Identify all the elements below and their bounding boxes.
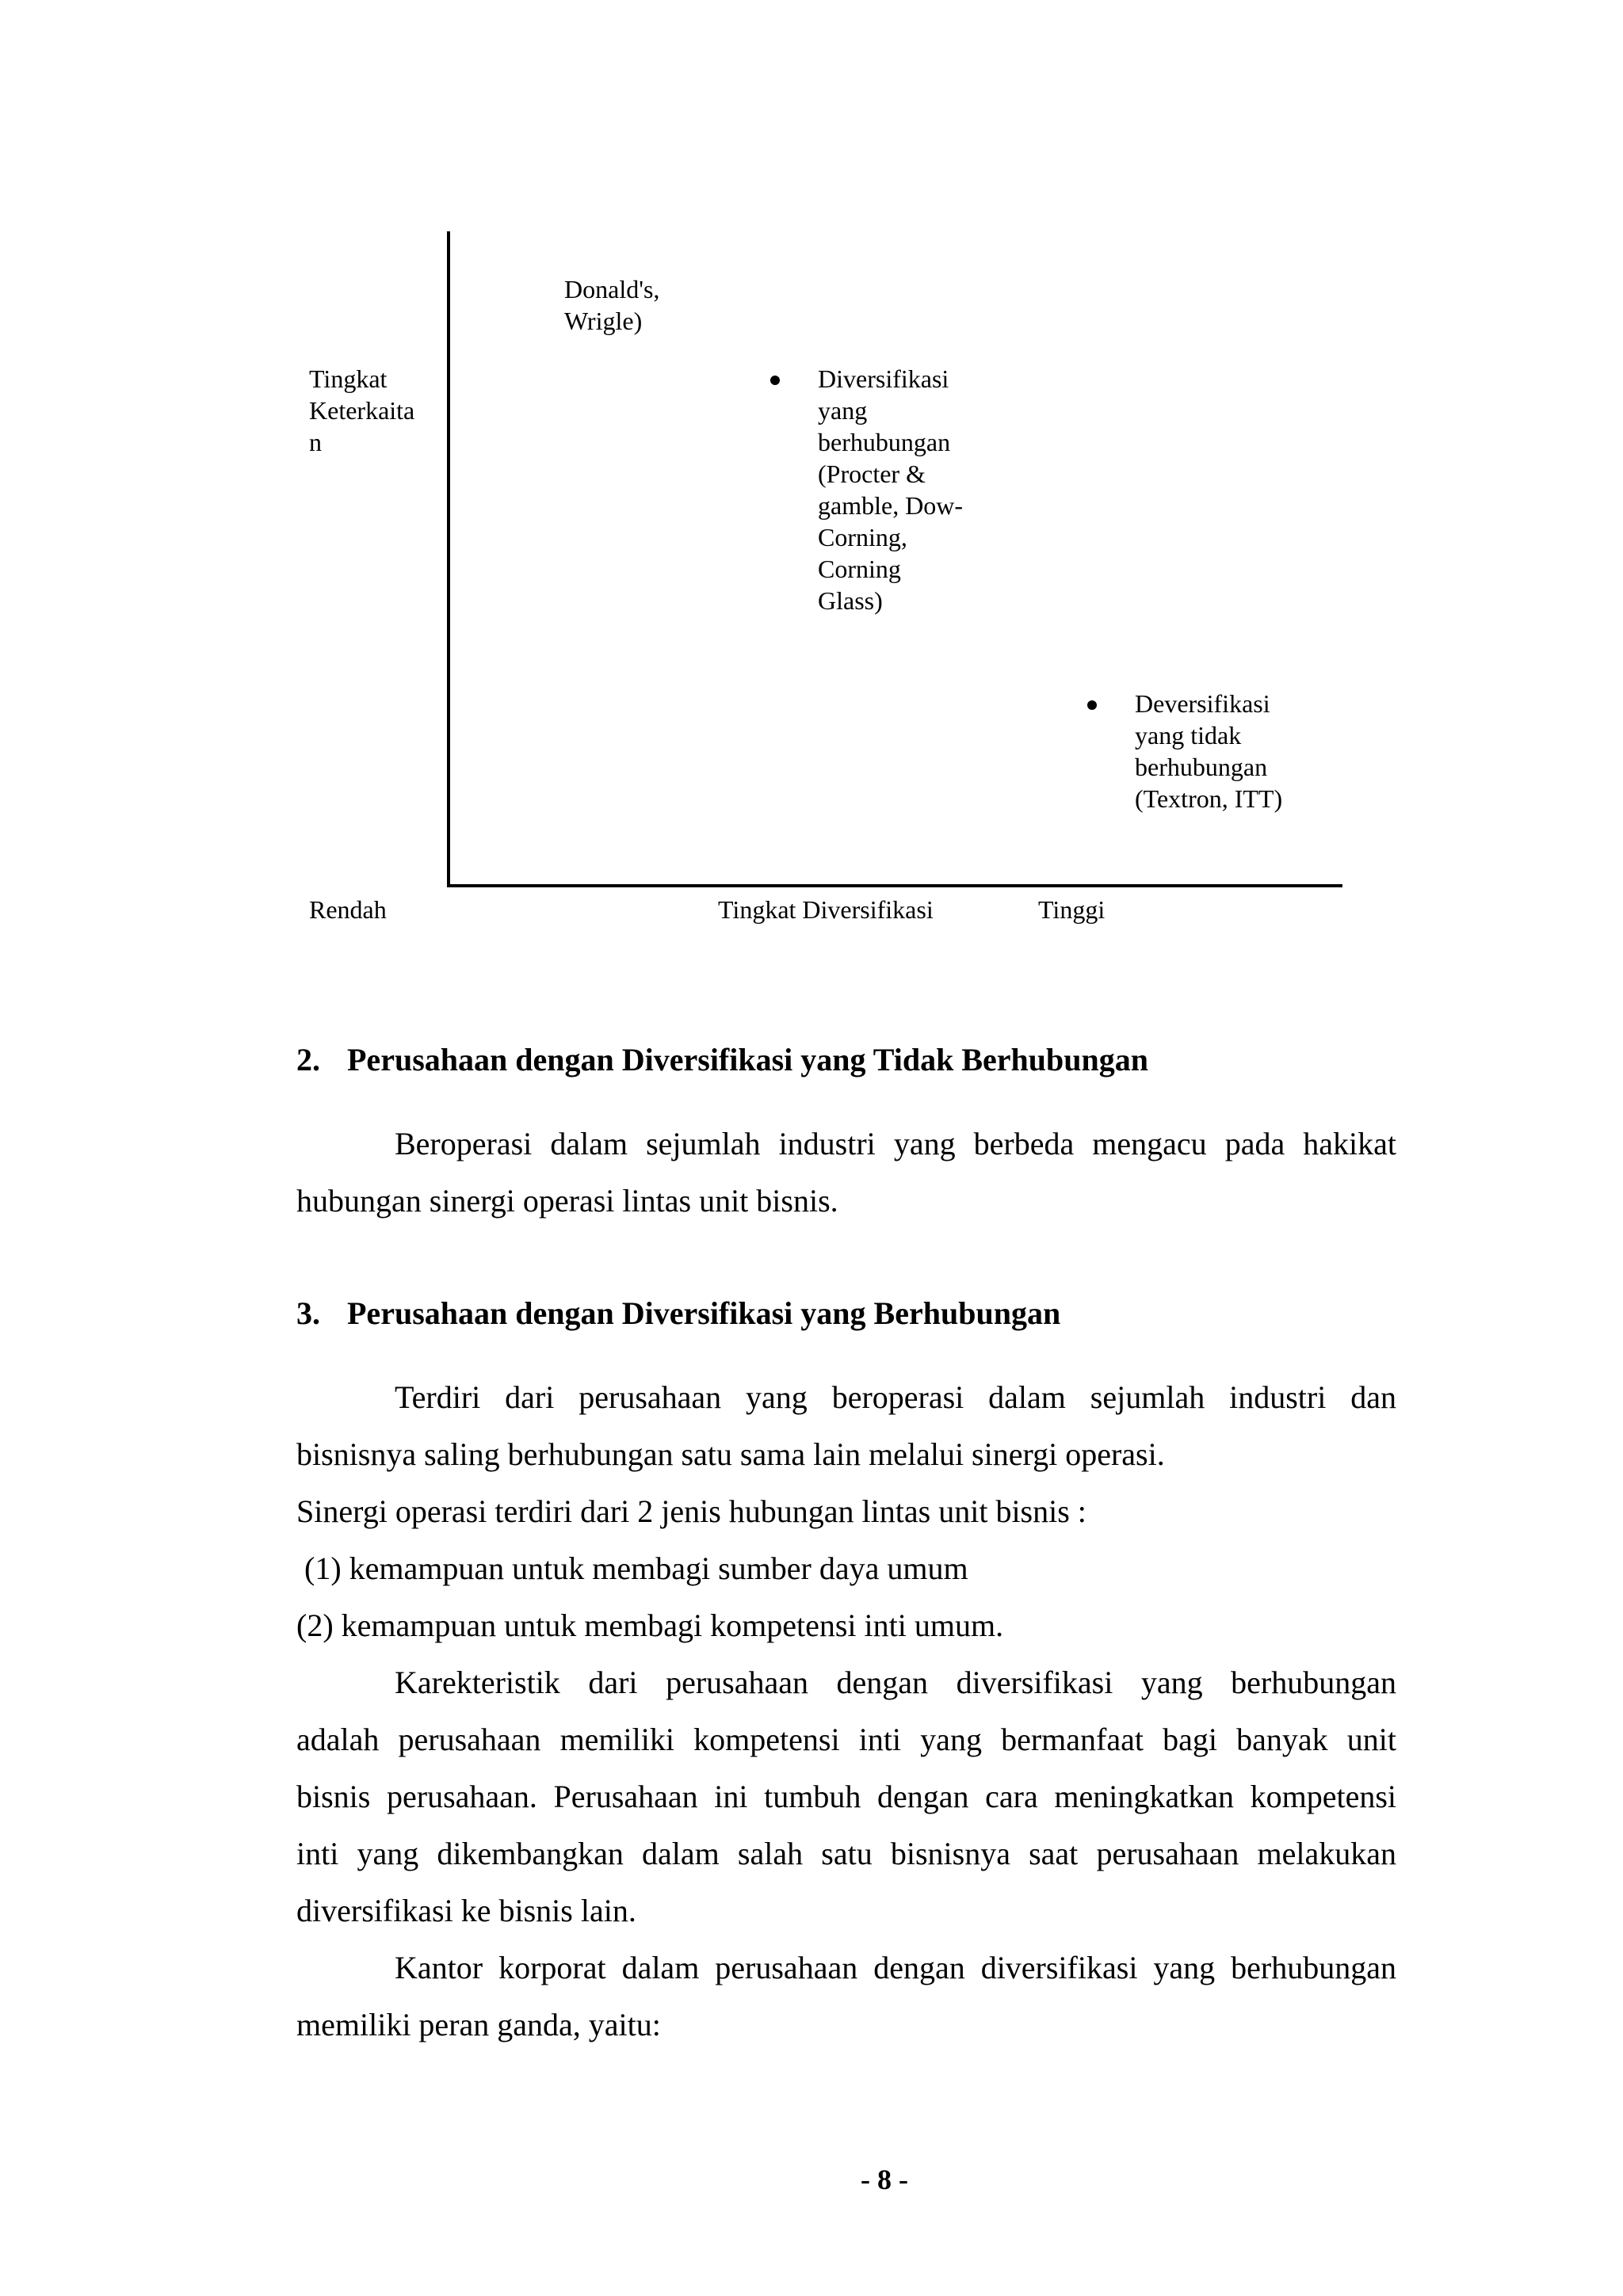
x-axis-high-label: Tinggi bbox=[1038, 895, 1106, 924]
section-2-number: 2. bbox=[296, 1042, 320, 1077]
diagram-top-label: Donald's, Wrigle) bbox=[564, 275, 660, 335]
section-3-heading bbox=[296, 1295, 1060, 1333]
x-axis-title: Tingkat Diversifikasi bbox=[718, 895, 934, 924]
page-number: - 8 - bbox=[861, 2164, 908, 2195]
unrelated-bullet-icon bbox=[1087, 700, 1097, 710]
section-3-title: Perusahaan dengan Diversifikasi yang Berhubungan bbox=[347, 1295, 1061, 1331]
section-3-number: 3. bbox=[296, 1295, 320, 1331]
section-3-body: Terdiri dari perusahaan yang beroperasi dalam sejumlah industri dan bisnisnya saling berhubungan satu sama lain melalui sinergi operasi. Sinergi operasi terdiri dari 2 jenis hubungan lintas unit bisnis : (1) kemampuan untuk membagi sumber daya umum (2) kemampuan untuk membagi kompetensi inti umum. Karekteristik dari perusahaan dengan diversifikasi yang berhubungan adalah perusahaan memiliki kompetensi inti yang bermanfaat bagi banyak unit bisnis perusahaan. Perusahaan ini tumbuh dengan cara meningkatkan kompetensi inti yang dikembangkan dalam salah satu bisnisnya saat perusahaan melakukan diversifikasi ke bisnis lain. Kantor korporat dalam perusahaan dengan diversifikasi yang berhubungan memiliki peran ganda, yaitu: bbox=[296, 1379, 1396, 2042]
unrelated-diversification-label: Deversifikasi yang tidak berhubungan (Textron, ITT) bbox=[1135, 689, 1283, 813]
section-2-title: Perusahaan dengan Diversifikasi yang Tidak Berhubungan bbox=[347, 1042, 1149, 1077]
x-axis-line bbox=[447, 884, 1342, 887]
x-axis-low-label: Rendah bbox=[309, 895, 387, 924]
related-bullet-icon bbox=[770, 376, 780, 385]
section-2-paragraph: Beroperasi dalam sejumlah industri yang berbeda mengacu pada hakikat hubungan sinergi operasi lintas unit bisnis. bbox=[296, 1126, 1396, 1219]
related-diversification-label: Diversifikasi yang berhubungan (Procter & gamble, Dow- Corning, Corning Glass) bbox=[818, 364, 964, 615]
section-2-heading bbox=[296, 1041, 1148, 1079]
y-axis-label: Tingkat Keterkaita n bbox=[309, 364, 415, 456]
y-axis-line bbox=[447, 231, 450, 887]
